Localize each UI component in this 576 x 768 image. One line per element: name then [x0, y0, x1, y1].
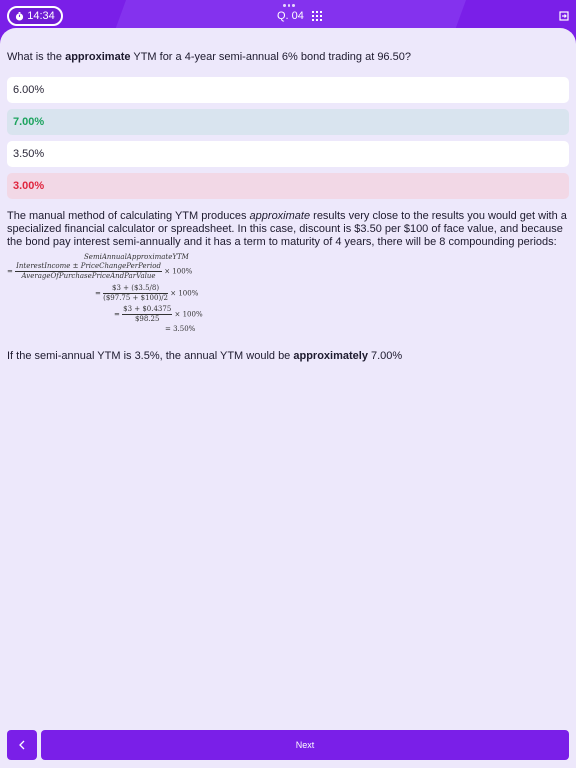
formula-line-4: = 3.50% [165, 325, 196, 333]
timer-pill [7, 6, 63, 26]
top-bar [0, 0, 576, 44]
formula-line-3: = $\frac{\$3 + \$0.4375}{\$98.25}$ × 100% [114, 305, 203, 323]
formula-line-2: = $\frac{\$3 + (\$3.5/8)}{(\$97.75 + \$100)/2}$ × 100% [95, 284, 199, 302]
question-text: What is the approximate YTM for a 4-year semi-annual 6% bond trading at 96.50? [7, 51, 411, 63]
next-button[interactable]: Next [41, 730, 569, 760]
question-emphasis: approximate [65, 51, 131, 63]
question-number [277, 10, 322, 22]
question-grid-icon[interactable] [312, 11, 322, 21]
bottom-bar [0, 726, 576, 768]
grabber-handle[interactable] [283, 4, 295, 8]
back-button[interactable] [7, 730, 37, 760]
header-curve [0, 28, 576, 44]
chevron-left-icon [18, 740, 26, 750]
answer-option[interactable]: 6.00% [7, 77, 569, 103]
answer-option-wrong[interactable]: 3.00% [7, 173, 569, 199]
formula-title: SemiAnnualApproximateYTM [84, 253, 189, 261]
answer-option[interactable]: 3.50% [7, 141, 569, 167]
timer-icon [15, 12, 24, 21]
question-number-label: Q. 04 [277, 10, 304, 22]
explanation-text: The manual method of calculating YTM produces approximate results very close to the results you would get with a specialized financial calculator or spreadsheet. In this case, discount is $3.50 per $100 of face value, and because the bond pay interest semi-annually and it has a term to maturity of 4 years, there will be 8 compounding periods: [7, 210, 567, 248]
conclusion-text: If the semi-annual YTM is 3.5%, the annual YTM would be approximately 7.00% [7, 350, 403, 362]
question-content [7, 50, 569, 363]
answer-options [7, 77, 569, 199]
formula-line-1: = $\frac{\text{InterestIncome ± PriceChangePerPeriod}}{\text{AverageOfPurchasePriceAndParValue}}$ × 100% [7, 262, 193, 280]
ytm-formula [7, 253, 203, 339]
timer-text: 14:34 [27, 10, 55, 22]
exit-icon[interactable] [559, 11, 569, 21]
answer-option-correct[interactable]: 7.00% [7, 109, 569, 135]
